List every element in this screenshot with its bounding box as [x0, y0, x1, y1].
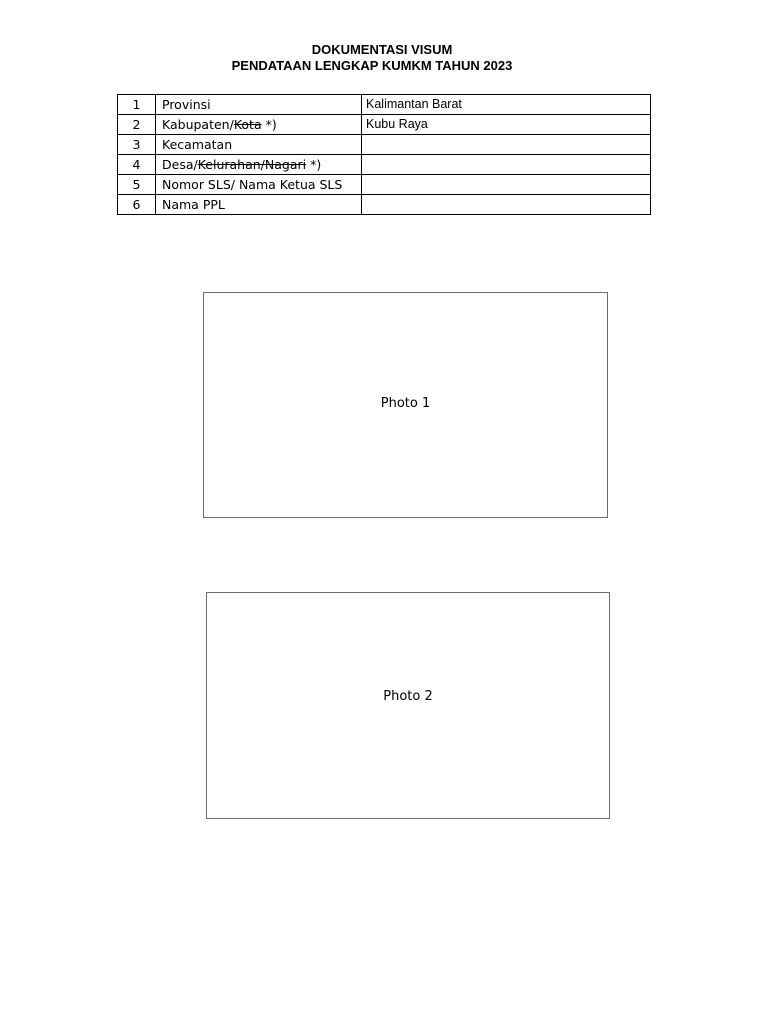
label-part: Desa/: [162, 157, 198, 172]
row-label: Nama PPL: [156, 195, 362, 215]
row-label: [156, 155, 362, 175]
row-number: 2: [118, 115, 156, 135]
row-value: Kalimantan Barat: [362, 95, 651, 115]
row-label: Nomor SLS/ Nama Ketua SLS: [156, 175, 362, 195]
row-label: [156, 115, 362, 135]
row-number: 1: [118, 95, 156, 115]
table-row: [118, 115, 651, 135]
photo-label: Photo 1: [380, 395, 431, 411]
info-table: [117, 94, 651, 215]
row-label: Provinsi: [156, 95, 362, 115]
document-header: [0, 42, 768, 74]
table-row: [118, 155, 651, 175]
table-row: [118, 135, 651, 155]
row-value: [362, 175, 651, 195]
row-number: 5: [118, 175, 156, 195]
row-value: Kubu Raya: [362, 115, 651, 135]
table-row: [118, 195, 651, 215]
row-number: 6: [118, 195, 156, 215]
label-part: *): [261, 117, 277, 132]
row-value: [362, 155, 651, 175]
label-part: *): [306, 157, 322, 172]
document-subtitle: PENDATAAN LENGKAP KUMKM TAHUN 2023: [231, 58, 513, 73]
table-row: [118, 95, 651, 115]
struck-label-part: Kota: [233, 117, 262, 132]
row-number: 4: [118, 155, 156, 175]
table-row: [118, 175, 651, 195]
document-title: DOKUMENTASI VISUM: [311, 42, 453, 57]
struck-label-part: Kelurahan/Nagari: [197, 157, 307, 172]
photo-placeholder-2: [206, 592, 610, 819]
photo-placeholder-1: [203, 292, 608, 518]
row-label: Kecamatan: [156, 135, 362, 155]
row-value: [362, 135, 651, 155]
label-part: Kabupaten/: [162, 117, 234, 132]
photo-label: Photo 2: [383, 689, 433, 704]
row-number: 3: [118, 135, 156, 155]
row-value: [362, 195, 651, 215]
